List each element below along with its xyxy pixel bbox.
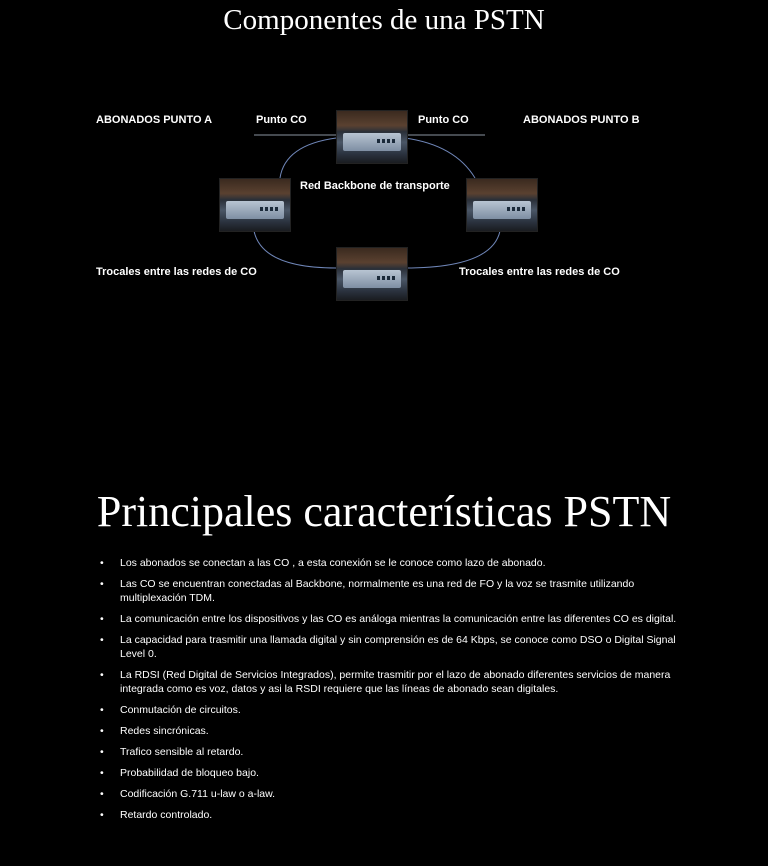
label-trocales-left: Trocales entre las redes de CO <box>96 266 257 278</box>
list-item: • Conmutación de circuitos. <box>100 703 680 717</box>
list-item: • Probabilidad de bloqueo bajo. <box>100 766 680 780</box>
router-image-top <box>336 110 408 164</box>
list-item: • La comunicación entre los dispositivos y las CO es análoga mientras la comunicación entre las diferentes CO es digital. <box>100 612 680 626</box>
slide-1-title: Componentes de una PSTN <box>223 4 545 36</box>
list-item: • Los abonados se conectan a las CO , a esta conexión se le conoce como lazo de abonado. <box>100 556 680 570</box>
list-item: • Las CO se encuentran conectadas al Backbone, normalmente es una red de FO y la voz se trasmite utilizando multiplexación TDM. <box>100 577 680 605</box>
list-item: • Trafico sensible al retardo. <box>100 745 680 759</box>
router-image-right <box>466 178 538 232</box>
list-item: • Codificación G.711 u-law o a-law. <box>100 787 680 801</box>
router-image-left <box>219 178 291 232</box>
list-item: • Retardo controlado. <box>100 808 680 822</box>
label-trocales-right: Trocales entre las redes de CO <box>459 266 620 278</box>
list-item: • Redes sincrónicas. <box>100 724 680 738</box>
list-item: • La capacidad para trasmitir una llamada digital y sin comprensión es de 64 Kbps, se conoce como DSO o Digital Signal Level 0. <box>100 633 680 661</box>
slide-2-title: Principales características PSTN <box>96 487 672 536</box>
label-punto-co-left: Punto CO <box>256 114 307 126</box>
label-abonados-a: ABONADOS PUNTO A <box>96 114 213 126</box>
label-abonados-b: ABONADOS PUNTO B <box>523 114 640 126</box>
label-punto-co-right: Punto CO <box>418 114 469 126</box>
label-backbone: Red Backbone de transporte <box>300 180 450 192</box>
characteristics-list <box>100 556 680 829</box>
router-image-bottom <box>336 247 408 301</box>
list-item: • La RDSI (Red Digital de Servicios Integrados), permite trasmitir por el lazo de abonado diferentes servicios de manera integrada como es voz, datos y asi la RSDI requiere que las líneas de abonado sean digitales. <box>100 668 680 696</box>
